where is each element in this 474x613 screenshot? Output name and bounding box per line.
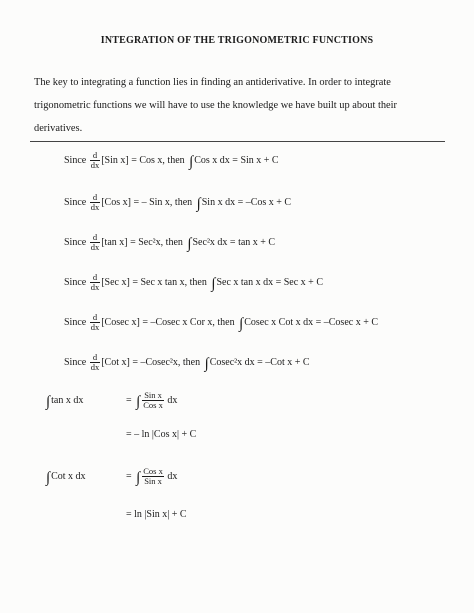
- derivative-expression: [tan x] = Sec²x, then: [101, 236, 183, 248]
- derivative-operator: $\frac{d}{dx}$: [90, 150, 100, 170]
- integral-sign-icon: ∫: [189, 153, 194, 170]
- rule-line-sec: [64, 273, 323, 292]
- integral-sign-icon: ∫: [196, 195, 201, 212]
- since-label: Since: [64, 196, 87, 208]
- derivative-operator: $\frac{d}{dx}$: [90, 232, 100, 252]
- quotient-fraction: $\frac{\text{Sin x}}{\text{Cos x}}$: [143, 390, 163, 410]
- rule-line-cosec: [64, 313, 378, 332]
- derivative-operator: $\frac{d}{dx}$: [90, 192, 100, 212]
- integral-expression: Cosec x Cot x dx = –Cosec x + C: [244, 316, 379, 328]
- page-title: INTEGRATION OF THE TRIGONOMETRIC FUNCTIONS: [100, 35, 374, 46]
- derivative-expression: [Cot x] = –Cosec²x, then: [101, 356, 201, 368]
- rule-line-cot: [64, 353, 310, 372]
- integral-expression: Sec²x dx = tan x + C: [192, 236, 276, 248]
- derivative-expression: [Cos x] = – Sin x, then: [101, 196, 193, 208]
- integral-sign-icon: ∫: [136, 469, 141, 486]
- quotient-fraction: $\frac{\text{Cos x}}{\text{Sin x}}$: [143, 466, 163, 486]
- integral-expression: Cos x dx = Sin x + C: [194, 154, 279, 166]
- rule-line-sin: [64, 151, 279, 170]
- integral-expression: Cosec²x dx = –Cot x + C: [209, 356, 310, 368]
- rule-line-cos: [64, 193, 291, 212]
- since-label: Since: [64, 356, 87, 368]
- since-label: Since: [64, 276, 87, 288]
- integral-sign-icon: ∫: [136, 393, 141, 410]
- integral-sign-icon: ∫: [204, 355, 209, 372]
- example-tan-label: ∫tan x dx: [46, 394, 84, 410]
- integral-sign-icon: ∫: [46, 394, 51, 410]
- derivative-expression: [Sec x] = Sec x tan x, then: [101, 276, 207, 288]
- example-cot-step2: = ln |Sin x| + C: [126, 509, 187, 520]
- example-cot-label: ∫Cot x dx: [46, 470, 86, 486]
- since-label: Since: [64, 316, 87, 328]
- integral-sign-icon: ∫: [239, 315, 244, 332]
- example-cot-step1: = ∫ $\frac{\text{Cos x}}{\text{Sin x}}$ dx: [126, 466, 178, 486]
- since-label: Since: [64, 236, 87, 248]
- derivative-expression: [Cosec x] = –Cosec x Cor x, then: [101, 316, 235, 328]
- divider-line: [30, 141, 445, 142]
- integral-sign-icon: ∫: [187, 235, 192, 252]
- derivative-operator: $\frac{d}{dx}$: [90, 352, 100, 372]
- example-tan-step1: = ∫ $\frac{\text{Sin x}}{\text{Cos x}}$ dx: [126, 390, 178, 410]
- integral-expression: Sec x tan x dx = Sec x + C: [216, 276, 323, 288]
- since-label: Since: [64, 154, 87, 166]
- integral-sign-icon: ∫: [211, 275, 216, 292]
- rule-line-tan: [64, 233, 275, 252]
- derivative-operator: $\frac{d}{dx}$: [90, 312, 100, 332]
- integral-expression: Sin x dx = –Cos x + C: [201, 196, 292, 208]
- derivative-operator: $\frac{d}{dx}$: [90, 272, 100, 292]
- derivative-expression: [Sin x] = Cos x, then: [101, 154, 185, 166]
- intro-paragraph: The key to integrating a function lies in finding an antiderivative. In order to integrate trigonometric functions we will have to use the knowledge we have built up about their derivatives.: [34, 77, 398, 134]
- example-tan-step2: = – ln |Cos x| + C: [126, 429, 197, 440]
- integral-sign-icon: ∫: [46, 470, 51, 486]
